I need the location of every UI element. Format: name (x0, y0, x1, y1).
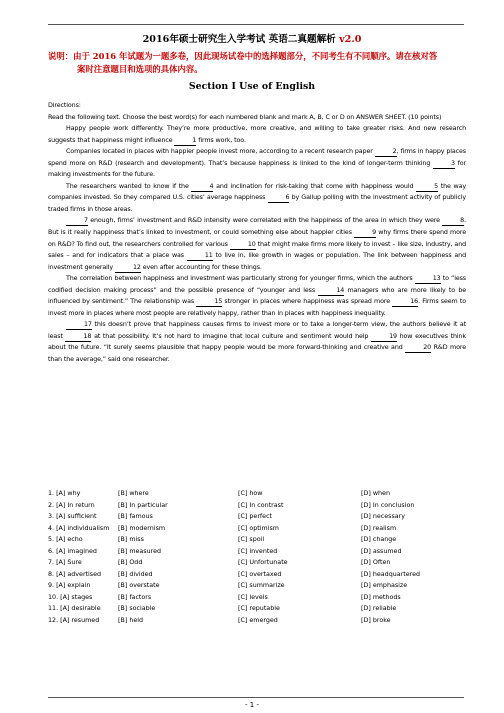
option-d: [D] necessary (361, 513, 406, 521)
note-line-1: 说明：由于 2016 年试题为一题多卷，因此现场试卷中的选择题部分，不同考生有不同顺序。请在核对答 (48, 51, 438, 61)
blank-6: 6 (268, 194, 290, 203)
blank-13: 13 (415, 275, 441, 284)
paragraph-2: Companies located in places with happier people invest more, according to a recent research paper 2, firms in happy places spend more on R&D (research and development). That’s because happiness is linked to the kind of longer-term thinking 3 for making investments for the future. (48, 148, 466, 179)
paragraph-1: Happy people work differently. They’re more productive, more creative, and willing to take greater risks. And new research suggests that happiness might influence 1 firms work, too. (48, 125, 466, 144)
blank-19: 19 (371, 333, 397, 342)
paragraph-5: The correlation between happiness and investment was particularly strong for younger firms, which the authors 13 to “less codified decision making process” and the possible presence of “younger and less 14 managers who are more likely to be influenced by sentiment.” The relationship was 15 stronger in places where happiness was spread more 16. Firms seem to invest more in places where most people are relatively happy, rather than in places with happiness inequality. (48, 275, 467, 317)
option-d: [D] methods (361, 593, 401, 601)
header-rule (48, 24, 464, 25)
option-b: [B] In particular (118, 501, 168, 509)
option-row (48, 488, 468, 500)
blank-10: 10 (230, 241, 256, 250)
option-row (48, 534, 468, 546)
option-c: [C] invented (238, 547, 278, 555)
paragraph-6: 17 this doesn’t prove that happiness causes firms to invest more or to take a longer-term view, the authors believe it at least 18 at that possibility. It’s not hard to imagine that local culture and sentiment would help 19 how executives think about the future. “It surely seems plausible that happy people would be more forward-thinking and creative and 20 R&D more than the average,” said one researcher. (48, 321, 466, 364)
option-row (48, 557, 468, 569)
option-b: [B] famous (118, 513, 153, 521)
blank-7: 7 (66, 217, 88, 226)
option-d: [D] assumed (361, 547, 402, 555)
blank-16: 16 (392, 298, 418, 307)
blank-20: 20 (405, 344, 431, 353)
blank-4: 4 (191, 183, 213, 192)
blank-17: 17 (66, 321, 92, 330)
blank-18: 18 (65, 333, 91, 342)
option-c: [C] emerged (238, 617, 278, 625)
option-c: [C] perfect (238, 513, 273, 521)
option-c: [C] how (238, 490, 263, 497)
option-a: 9. [A] explain (48, 582, 91, 590)
blank-12: 12 (115, 264, 141, 273)
option-b: [B] measured (118, 547, 162, 555)
option-d: [D] emphasize (361, 582, 408, 590)
option-c: [C] summarize (238, 582, 285, 590)
option-row (48, 580, 468, 592)
answer-options (48, 488, 468, 627)
blank-14: 14 (318, 287, 344, 296)
blank-9: 9 (354, 229, 376, 238)
option-row (48, 546, 468, 558)
option-c: [C] overtaxed (238, 570, 282, 578)
option-a: 7. [A] Sure (48, 559, 82, 567)
option-c: [C] optimism (238, 524, 279, 532)
option-b: [B] Odd (118, 559, 143, 567)
option-row (48, 569, 468, 581)
option-b: [B] divided (118, 570, 153, 578)
option-a: 10. [A] stages (48, 593, 93, 601)
option-d: [D] In conclusion (361, 501, 415, 509)
blank-5: 5 (416, 183, 438, 192)
option-row (48, 511, 468, 523)
option-b: [B] modernism (118, 524, 166, 532)
option-b: [B] factors (118, 593, 152, 601)
option-d: [D] realism (361, 524, 397, 532)
option-d: [D] change (361, 536, 397, 544)
option-d: [D] headquartered (361, 570, 421, 578)
title-text: 2016年硕士研究生入学考试 英语二真题解析 (142, 34, 336, 45)
option-a: 2. [A] In return (48, 501, 95, 509)
option-c: [C] spoil (238, 536, 265, 544)
option-a: 11. [A] desirable (48, 605, 101, 613)
blank-1: 1 (174, 137, 196, 146)
option-b: [B] overstate (118, 582, 160, 590)
option-a: 5. [A] echo (48, 536, 83, 544)
option-b: [B] sociable (118, 605, 156, 613)
page-title (0, 31, 504, 45)
blank-8: 8 (442, 217, 464, 226)
paragraph-3: The researchers wanted to know if the 4 and inclination for risk-taking that come with happiness would 5 the way companies invested. So they compared U.S. cities’ average happiness 6 by Gallup polling with the investment activity of publicly traded firms in those areas. (48, 182, 467, 213)
option-d: [D] Often (361, 559, 391, 567)
option-c: [C] Unfortunate (238, 559, 288, 567)
option-d: [D] broke (361, 617, 391, 625)
option-row (48, 615, 468, 627)
option-row (48, 500, 468, 512)
page-number: - 1 - (245, 701, 259, 709)
passage-body (48, 100, 466, 366)
directions-label: Directions: (48, 102, 81, 109)
directions-text: Read the following text. Choose the best word(s) for each numbered blank and mark A, B, C or D on ANSWER SHEET. (10 points) (48, 113, 442, 121)
section-heading: Section I Use of English (188, 81, 316, 92)
option-c: [C] levels (238, 593, 268, 601)
option-a: 6. [A] imagined (48, 547, 97, 555)
option-a: 12. [A] resumed (48, 617, 100, 625)
option-row (48, 592, 468, 604)
paragraph-4: 7 enough, firms’ investment and R&D intensity were correlated with the happiness of the area in which they were 8. But is it really happiness that’s linked to investment, or could something else about happier cities 9 why firms there spend more on R&D? To find out, the researchers controlled for various 10 that might make firms more likely to invest – like size, industry, and sales – and for indicators that a place was 11 to live in, like growth in wages or population. The link between happiness and investment generally 12 even after accounting for these things. (48, 217, 467, 271)
option-row (48, 603, 468, 615)
option-d: [D] reliable (361, 605, 397, 613)
blank-11: 11 (187, 252, 213, 261)
version-label: v2.0 (339, 34, 362, 45)
option-c: [C] reputable (238, 605, 280, 613)
option-d: [D] when (361, 490, 390, 497)
option-b: [B] where (118, 490, 149, 497)
option-row (48, 523, 468, 535)
option-a: 3. [A] sufficient (48, 513, 97, 521)
blank-15: 15 (196, 298, 222, 307)
option-b: [B] miss (118, 536, 144, 544)
option-a: 1. [A] why (48, 490, 81, 497)
option-b: [B] held (118, 617, 144, 625)
blank-3: 3 (433, 160, 455, 169)
option-c: [C] In contrast (238, 501, 284, 509)
blank-2: 2 (375, 148, 397, 157)
footer-rule (48, 697, 464, 698)
option-a: 8. [A] advertised (48, 570, 102, 578)
option-a: 4. [A] individualism (48, 524, 110, 532)
note-line-2: 案时注意题目和选项的具体内容。 (77, 64, 203, 74)
exam-note (48, 50, 468, 76)
